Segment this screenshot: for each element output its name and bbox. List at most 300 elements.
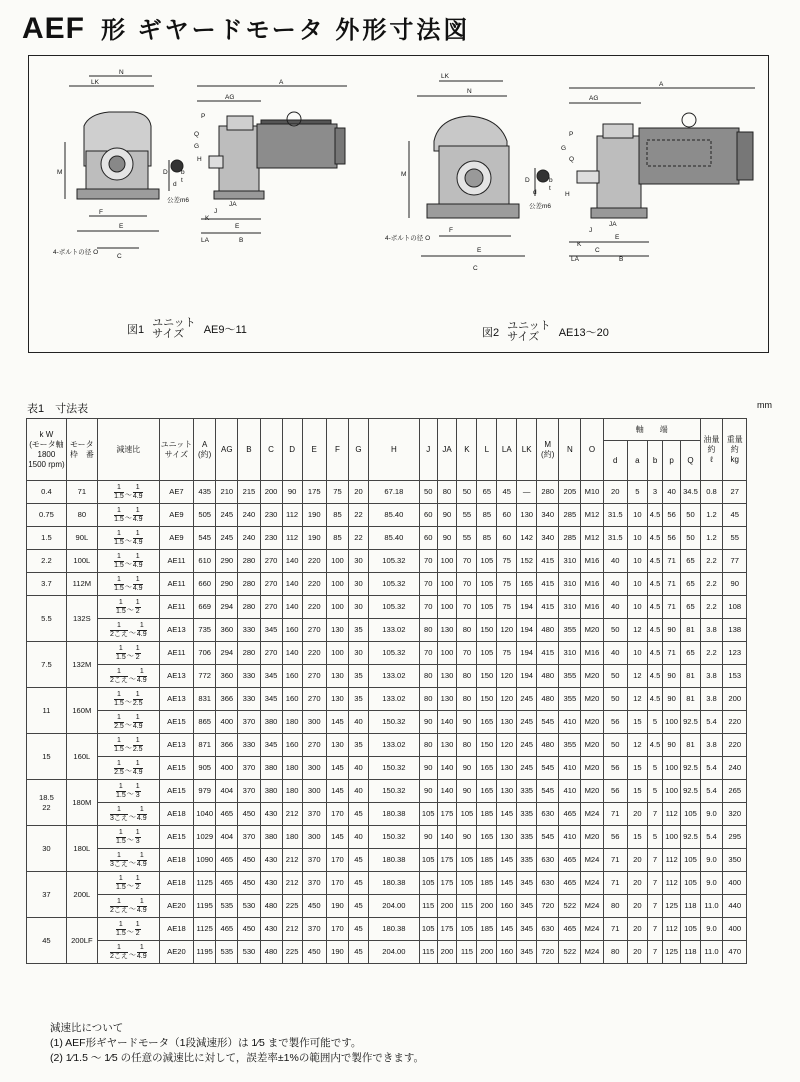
cell-unit: AE18 — [159, 872, 193, 895]
header-n: N — [559, 419, 581, 481]
cell-value: 190 — [302, 527, 326, 550]
cell-value: 80 — [603, 941, 627, 964]
cell-value: 9.0 — [700, 803, 722, 826]
cell-value: 105 — [477, 573, 497, 596]
cell-value: 120 — [497, 734, 517, 757]
cell-value: 118 — [680, 895, 700, 918]
fraction-numerator: 1 — [116, 645, 126, 654]
cell-unit: AE20 — [159, 941, 193, 964]
fig2-label-k: K — [577, 241, 582, 248]
cell-value: 220 — [302, 596, 326, 619]
cell-value: 55 — [723, 527, 747, 550]
fig2-end-view — [409, 81, 525, 256]
cell-value: 30 — [349, 550, 369, 573]
dimension-table — [26, 418, 772, 964]
cell-value: 335 — [517, 826, 537, 849]
cell-value: 120 — [497, 665, 517, 688]
cell-value: 370 — [302, 918, 326, 941]
cell-value: 522 — [559, 941, 581, 964]
cell-value: 355 — [559, 734, 581, 757]
cell-value: 75 — [497, 573, 517, 596]
cell-value: 212 — [282, 918, 302, 941]
fraction-denominator: 1.5 — [116, 791, 126, 799]
cell-value: 200 — [477, 941, 497, 964]
cell-value: 45 — [723, 504, 747, 527]
table-row — [27, 573, 772, 596]
cell-value: 270 — [302, 734, 326, 757]
cell-value: 345 — [260, 619, 282, 642]
cell-value: 9.0 — [700, 872, 722, 895]
header-l: L — [477, 419, 497, 481]
cell-unit: AE11 — [159, 550, 193, 573]
cell-value: 112 — [663, 872, 681, 895]
cell-value: 80 — [457, 665, 477, 688]
title-brand: AEF — [22, 12, 85, 45]
table-row — [27, 826, 772, 849]
cell-ratio — [97, 619, 159, 642]
cell-value: 10 — [627, 550, 647, 573]
cell-value: 105 — [457, 872, 477, 895]
fraction — [133, 484, 143, 501]
cell-motor: 132M — [66, 642, 97, 688]
fraction-denominator: 2.5 — [114, 722, 124, 730]
cell-value: 212 — [282, 872, 302, 895]
cell-value: 85 — [326, 504, 348, 527]
cell-unit: AE13 — [159, 734, 193, 757]
cell-value: 295 — [723, 826, 747, 849]
cell-value: 1.2 — [700, 527, 722, 550]
fraction-numerator: 1 — [137, 944, 147, 953]
ratio-fraction — [110, 898, 147, 915]
cell-value: 480 — [537, 665, 559, 688]
fraction — [114, 530, 124, 547]
cell-value: 90 — [723, 573, 747, 596]
fig1-label-d: D — [163, 169, 168, 176]
cell-value: M24 — [581, 849, 603, 872]
cell-value: 50 — [603, 665, 627, 688]
cell-value: 480 — [260, 941, 282, 964]
cell-value: 215 — [238, 481, 260, 504]
fraction — [110, 668, 128, 685]
cell-value: 310 — [559, 573, 581, 596]
fig2-label-c: C — [473, 265, 478, 272]
cell-value: 70 — [419, 642, 437, 665]
cell-value: 56 — [603, 711, 627, 734]
cell-value: 67.18 — [368, 481, 419, 504]
cell-motor: 160L — [66, 734, 97, 780]
cell-value: 4.5 — [647, 573, 662, 596]
cell-ratio — [97, 596, 159, 619]
ratio-fraction — [114, 714, 142, 731]
cell-value: 400 — [723, 918, 747, 941]
header-unit-size-line: ユニット — [160, 439, 193, 449]
cell-value: 270 — [302, 619, 326, 642]
cell-value: 175 — [437, 803, 457, 826]
fraction-denominator: 1.5 — [116, 837, 126, 845]
fraction-denominator: 4.9 — [132, 722, 143, 730]
cell-value: 150.32 — [368, 711, 419, 734]
cell-value: 180 — [282, 826, 302, 849]
ratio-fraction — [116, 829, 141, 846]
cell-value: 70 — [457, 550, 477, 573]
cell-value: 415 — [537, 596, 559, 619]
cell-value: 80 — [437, 481, 457, 504]
cell-value: 71 — [603, 872, 627, 895]
fraction-numerator: 1 — [133, 760, 143, 769]
fig2-label-la: LA — [571, 256, 579, 263]
cell-value: 81 — [680, 688, 700, 711]
cell-kw — [27, 642, 67, 688]
cell-value: 115 — [457, 941, 477, 964]
fraction-denominator: 4.9 — [136, 676, 147, 684]
cell-value: 20 — [627, 895, 647, 918]
cell-value: 410 — [559, 780, 581, 803]
cell-ratio — [97, 849, 159, 872]
fraction-denominator: 2 — [135, 653, 140, 661]
cell-value: 720 — [537, 895, 559, 918]
cell-kw-line: 0.4 — [41, 487, 52, 496]
fig1-label-n: N — [119, 69, 124, 76]
cell-value: 65 — [680, 596, 700, 619]
ratio-fraction — [114, 737, 142, 754]
figure-2-caption — [482, 321, 609, 343]
cell-unit: AE13 — [159, 688, 193, 711]
cell-value: 380 — [260, 757, 282, 780]
fig2-label-e: E — [615, 234, 620, 241]
cell-value: 100 — [326, 596, 348, 619]
table-row — [27, 688, 772, 711]
fig2-label-m: M — [401, 171, 407, 178]
fraction-numerator: 1 — [114, 691, 124, 700]
ratio-tilde: ～ — [124, 537, 132, 545]
cell-value: 522 — [559, 895, 581, 918]
cell-value: 71 — [663, 642, 681, 665]
cell-unit: AE18 — [159, 803, 193, 826]
cell-value: 245 — [517, 711, 537, 734]
cell-value: 230 — [260, 504, 282, 527]
cell-value: 270 — [260, 596, 282, 619]
cell-value: 60 — [497, 504, 517, 527]
cell-value: 12 — [627, 688, 647, 711]
cell-ratio — [97, 941, 159, 964]
cell-value: 71 — [603, 918, 627, 941]
cell-value: 280 — [238, 596, 260, 619]
cell-value: 100 — [663, 780, 681, 803]
drawing-frame — [28, 55, 769, 353]
cell-value: 194 — [517, 596, 537, 619]
table-heading — [27, 400, 772, 416]
cell-value: 100 — [326, 642, 348, 665]
cell-value: 5 — [647, 711, 662, 734]
fraction-denominator: 4.9 — [132, 561, 143, 569]
fig2-label-ja: JA — [609, 221, 617, 228]
cell-value: 190 — [326, 895, 348, 918]
cell-value: 100 — [326, 573, 348, 596]
cell-value: 55 — [457, 504, 477, 527]
cell-ratio — [97, 780, 159, 803]
cell-motor: 80 — [66, 504, 97, 527]
fraction-numerator: 1 — [116, 921, 126, 930]
cell-value: 1195 — [194, 941, 216, 964]
cell-value: 450 — [238, 803, 260, 826]
fraction-denominator: 4.9 — [132, 768, 143, 776]
fig1-label-la: LA — [201, 237, 209, 244]
cell-value: 35 — [349, 665, 369, 688]
fraction-denominator: 2こえ — [110, 676, 128, 684]
cell-unit: AE15 — [159, 711, 193, 734]
cell-value: 410 — [559, 826, 581, 849]
fraction — [116, 829, 126, 846]
cell-value: 480 — [260, 895, 282, 918]
notes — [50, 1021, 424, 1066]
cell-value: 150 — [477, 734, 497, 757]
cell-value: M20 — [581, 734, 603, 757]
cell-value: 370 — [238, 757, 260, 780]
cell-value: 56 — [663, 504, 681, 527]
cell-value: 40 — [349, 780, 369, 803]
cell-value: 165 — [477, 826, 497, 849]
cell-value: 370 — [238, 826, 260, 849]
cell-value: 212 — [282, 803, 302, 826]
header-kw-line: 1800 — [37, 449, 56, 459]
cell-value: 240 — [723, 757, 747, 780]
cell-value: 2.2 — [700, 596, 722, 619]
cell-kw-line: 18.5 — [39, 792, 54, 802]
cell-value: 220 — [302, 573, 326, 596]
cell-unit: AE18 — [159, 918, 193, 941]
cell-value: 5 — [647, 826, 662, 849]
cell-value: 370 — [302, 872, 326, 895]
cell-value: 300 — [302, 780, 326, 803]
fig2-label-n: N — [467, 88, 472, 95]
cell-value: 77 — [723, 550, 747, 573]
fraction — [135, 783, 141, 800]
cell-ratio — [97, 550, 159, 573]
cell-value: 7 — [647, 803, 662, 826]
header-shaft: 軸 端 — [603, 419, 700, 441]
fig2-label-bolt: 4-ボルトの径 O — [385, 235, 431, 242]
cell-value: 430 — [260, 918, 282, 941]
fraction — [114, 484, 124, 501]
cell-value: 120 — [497, 688, 517, 711]
cell-value: 440 — [723, 895, 747, 918]
cell-value: 220 — [302, 642, 326, 665]
header-motor-line: 枠 番 — [69, 449, 94, 459]
fraction — [110, 852, 128, 869]
cell-value: 630 — [537, 803, 559, 826]
ratio-tilde: ～ — [124, 698, 132, 706]
figure-1-caption — [127, 318, 247, 340]
cell-value: 200 — [437, 895, 457, 918]
fraction — [135, 645, 141, 662]
cell-value: 125 — [663, 941, 681, 964]
fig1-label-t: t — [181, 177, 183, 184]
cell-value: 11.0 — [700, 895, 722, 918]
table-row — [27, 481, 772, 504]
cell-value: 404 — [216, 780, 238, 803]
cell-value: 140 — [282, 642, 302, 665]
cell-value: 465 — [559, 872, 581, 895]
cell-value: 140 — [282, 550, 302, 573]
cell-value: 50 — [457, 481, 477, 504]
header-c: C — [260, 419, 282, 481]
fig1-label-e2: E — [119, 223, 124, 230]
cell-value: 80 — [419, 619, 437, 642]
cell-kw-line: 0.75 — [39, 510, 54, 519]
header-m — [537, 419, 559, 481]
ratio-tilde: ～ — [126, 928, 134, 936]
cell-motor: 180L — [66, 826, 97, 872]
cell-value: 115 — [419, 895, 437, 918]
cell-value: 90 — [437, 504, 457, 527]
cell-value: 370 — [302, 849, 326, 872]
cell-value: 20 — [349, 481, 369, 504]
table-row — [27, 665, 772, 688]
cell-value: 130 — [497, 826, 517, 849]
cell-kw-line: 22 — [42, 802, 51, 812]
cell-value: 545 — [537, 826, 559, 849]
cell-value: 138 — [723, 619, 747, 642]
fraction-numerator: 1 — [116, 875, 126, 884]
cell-value: 80 — [603, 895, 627, 918]
cell-motor: 160M — [66, 688, 97, 734]
cell-value: 310 — [559, 642, 581, 665]
cell-value: 123 — [723, 642, 747, 665]
fig2-label-lk: LK — [441, 73, 449, 80]
cell-value: 530 — [238, 941, 260, 964]
fraction-denominator: 1.5 — [116, 929, 126, 937]
cell-value: 415 — [537, 573, 559, 596]
cell-value: 35 — [349, 734, 369, 757]
fraction-denominator: 2 — [135, 607, 140, 615]
cell-value: 194 — [517, 619, 537, 642]
cell-value: 160 — [282, 665, 302, 688]
cell-ratio — [97, 527, 159, 550]
cell-value: 80 — [419, 688, 437, 711]
cell-value: 50 — [680, 527, 700, 550]
cell-motor: 100L — [66, 550, 97, 573]
cell-ratio — [97, 688, 159, 711]
fraction — [135, 875, 141, 892]
cell-value: 9.0 — [700, 849, 722, 872]
cell-value: 2.2 — [700, 642, 722, 665]
cell-unit: AE20 — [159, 895, 193, 918]
ratio-fraction — [114, 553, 142, 570]
cell-value: 610 — [194, 550, 216, 573]
fraction — [133, 737, 143, 754]
cell-value: 70 — [457, 596, 477, 619]
cell-value: 366 — [216, 734, 238, 757]
fraction-denominator: 2.5 — [132, 745, 143, 753]
figure-2-unit-line2: サイズ — [507, 331, 540, 343]
header-kw-line: k W — [39, 429, 54, 439]
cell-value: 345 — [517, 895, 537, 918]
cell-value: 340 — [537, 527, 559, 550]
cell-value: 270 — [302, 665, 326, 688]
cell-value: 450 — [302, 941, 326, 964]
fraction-denominator: 1.5 — [114, 515, 124, 523]
cell-value: 92.5 — [680, 780, 700, 803]
cell-value: 100 — [437, 550, 457, 573]
cell-value: 130 — [497, 757, 517, 780]
cell-value: 112 — [663, 849, 681, 872]
fraction-numerator: 1 — [133, 714, 143, 723]
cell-value: 360 — [216, 619, 238, 642]
fraction — [114, 553, 124, 570]
cell-unit: AE13 — [159, 665, 193, 688]
cell-value: 310 — [559, 550, 581, 573]
fig2-label-p: P — [569, 131, 574, 138]
cell-value: 165 — [477, 780, 497, 803]
cell-value: 270 — [260, 573, 282, 596]
header-oil-line: 約 — [707, 444, 716, 454]
cell-value: 170 — [326, 872, 348, 895]
cell-value: 220 — [302, 550, 326, 573]
fraction-numerator: 1 — [110, 622, 128, 631]
cell-ratio — [97, 826, 159, 849]
cell-value: 160 — [497, 895, 517, 918]
cell-kw — [27, 596, 67, 642]
ratio-fraction — [116, 645, 141, 662]
cell-value: 170 — [326, 803, 348, 826]
cell-value: 465 — [216, 849, 238, 872]
fraction-numerator: 1 — [135, 782, 140, 790]
cell-kw — [27, 573, 67, 596]
cell-value: 40 — [603, 573, 627, 596]
cell-value: 370 — [238, 711, 260, 734]
figure-1-unit-line2: サイズ — [152, 328, 185, 340]
fraction-numerator: 1 — [133, 553, 143, 562]
cell-motor: 180M — [66, 780, 97, 826]
cell-value: 335 — [517, 803, 537, 826]
table-row — [27, 734, 772, 757]
cell-value: 140 — [282, 596, 302, 619]
cell-value: 5.4 — [700, 780, 722, 803]
cell-value: 145 — [497, 849, 517, 872]
cell-value: 345 — [517, 872, 537, 895]
fraction-denominator: 1.5 — [116, 653, 126, 661]
cell-value: 27 — [723, 481, 747, 504]
fraction-numerator: 1 — [137, 668, 147, 677]
cell-value: 108 — [723, 596, 747, 619]
cell-value: 160 — [282, 734, 302, 757]
cell-value: 145 — [497, 918, 517, 941]
cell-value: 185 — [477, 803, 497, 826]
cell-value: 65 — [680, 550, 700, 573]
cell-value: 130 — [437, 734, 457, 757]
fraction-numerator: 1 — [116, 783, 126, 792]
cell-value: 370 — [238, 780, 260, 803]
cell-value: 5 — [627, 481, 647, 504]
cell-value: 345 — [260, 688, 282, 711]
cell-value: 90 — [457, 711, 477, 734]
table-caption: 表1 寸法表 — [27, 403, 89, 415]
header-f: F — [326, 419, 348, 481]
cell-value: 115 — [419, 941, 437, 964]
cell-motor: 200LF — [66, 918, 97, 964]
cell-value: 65 — [680, 642, 700, 665]
fraction — [137, 806, 147, 823]
cell-value: 204.00 — [368, 895, 419, 918]
cell-unit: AE15 — [159, 757, 193, 780]
cell-value: 60 — [419, 504, 437, 527]
cell-value: 90 — [419, 826, 437, 849]
fraction — [114, 576, 124, 593]
cell-value: 290 — [216, 573, 238, 596]
cell-ratio — [97, 918, 159, 941]
cell-ratio — [97, 872, 159, 895]
header-weight — [723, 419, 747, 481]
